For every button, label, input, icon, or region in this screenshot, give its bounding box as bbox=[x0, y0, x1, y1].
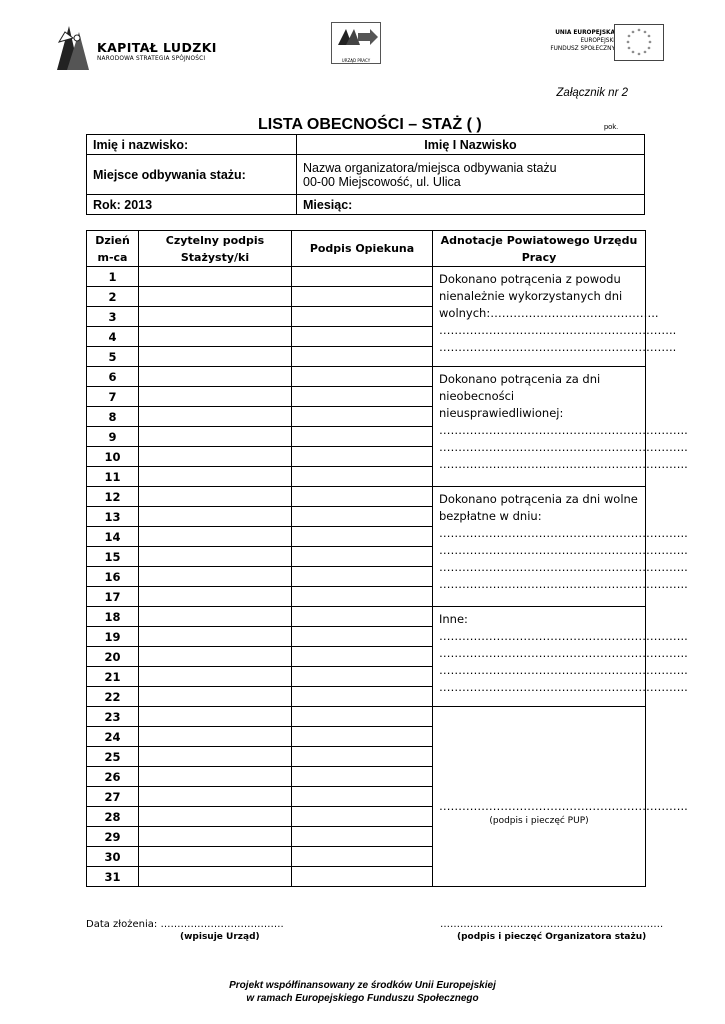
notes-line: ……………………………………………………….. bbox=[439, 680, 688, 694]
organizer-signature-caption: (podpis i pieczęć Organizatora stażu) bbox=[457, 932, 647, 942]
svg-text:*: * bbox=[627, 46, 631, 53]
day-number: 4 bbox=[87, 327, 139, 347]
labour-office-text: URZĄD PRACY bbox=[341, 58, 371, 63]
supervisor-signature-cell[interactable] bbox=[292, 847, 433, 867]
notes-line: ……………………………………………………….. bbox=[439, 560, 688, 574]
supervisor-signature-cell[interactable] bbox=[292, 307, 433, 327]
day-number: 19 bbox=[87, 627, 139, 647]
day-number: 30 bbox=[87, 847, 139, 867]
table-row bbox=[87, 607, 646, 627]
trainee-signature-cell[interactable] bbox=[139, 827, 292, 847]
supervisor-signature-cell[interactable] bbox=[292, 787, 433, 807]
notes-line: …………………………………………………….. bbox=[439, 323, 677, 337]
table-row bbox=[87, 367, 646, 387]
trainee-signature-cell[interactable] bbox=[139, 587, 292, 607]
col-trainee-line-1: Czytelny podpis bbox=[165, 233, 265, 247]
trainee-signature-cell[interactable] bbox=[139, 267, 292, 287]
name-value[interactable]: Imię I Nazwisko bbox=[297, 135, 645, 155]
day-number: 3 bbox=[87, 307, 139, 327]
supervisor-signature-cell[interactable] bbox=[292, 447, 433, 467]
svg-text:*: * bbox=[648, 40, 652, 47]
svg-text:*: * bbox=[643, 30, 647, 37]
day-number: 15 bbox=[87, 547, 139, 567]
col-day-line-2: m-ca bbox=[97, 250, 128, 264]
year-label: Rok: 2013 bbox=[87, 195, 297, 215]
notes-block-3[interactable] bbox=[433, 487, 688, 607]
day-number: 26 bbox=[87, 767, 139, 787]
day-number: 20 bbox=[87, 647, 139, 667]
supervisor-signature-cell[interactable] bbox=[292, 507, 433, 527]
supervisor-signature-cell[interactable] bbox=[292, 587, 433, 607]
svg-text:*: * bbox=[637, 52, 641, 59]
trainee-signature-cell[interactable] bbox=[139, 507, 292, 527]
supervisor-signature-cell[interactable] bbox=[292, 807, 433, 827]
notes-line: ……………………………………………………….. bbox=[439, 457, 688, 471]
supervisor-signature-cell[interactable] bbox=[292, 467, 433, 487]
trainee-signature-cell[interactable] bbox=[139, 607, 292, 627]
pup-signature-line: ……………………………………………………….. bbox=[439, 799, 688, 813]
supervisor-signature-cell[interactable] bbox=[292, 527, 433, 547]
program-subtitle: NARODOWA STRATEGIA SPÓJNOŚCI bbox=[97, 56, 206, 62]
svg-text:*: * bbox=[631, 30, 635, 37]
day-number: 24 bbox=[87, 727, 139, 747]
table-row bbox=[87, 267, 646, 287]
place-value[interactable] bbox=[297, 155, 645, 195]
supervisor-signature-cell[interactable] bbox=[292, 607, 433, 627]
day-number: 2 bbox=[87, 287, 139, 307]
labour-office-logo bbox=[331, 22, 381, 64]
notes-line: bezpłatne w dniu: bbox=[439, 509, 542, 523]
day-number: 8 bbox=[87, 407, 139, 427]
eu-line-1: UNIA EUROPEJSKA bbox=[555, 30, 615, 36]
supervisor-signature-cell[interactable] bbox=[292, 627, 433, 647]
pup-signature-caption: (podpis i pieczęć PUP) bbox=[489, 816, 589, 826]
notes-block-4[interactable] bbox=[433, 607, 688, 707]
trainee-signature-cell[interactable] bbox=[139, 467, 292, 487]
trainee-signature-cell[interactable] bbox=[139, 867, 292, 887]
supervisor-signature-cell[interactable] bbox=[292, 667, 433, 687]
day-number: 31 bbox=[87, 867, 139, 887]
supervisor-signature-cell[interactable] bbox=[292, 767, 433, 787]
day-number: 29 bbox=[87, 827, 139, 847]
trainee-signature-cell[interactable] bbox=[139, 487, 292, 507]
notes-line: ……………………………………………………….. bbox=[439, 577, 688, 591]
date-submitted-caption: (wpisuje Urząd) bbox=[180, 932, 260, 942]
trainee-signature-cell[interactable] bbox=[139, 747, 292, 767]
notes-line: …………………………………………………….. bbox=[439, 340, 677, 354]
col-trainee-line-2: Stażysty/ki bbox=[180, 250, 250, 264]
notes-line: ……………………………………………………….. bbox=[439, 646, 688, 660]
supervisor-signature-cell[interactable] bbox=[292, 747, 433, 767]
notes-line: ……………………………………………………….. bbox=[439, 663, 688, 677]
notes-line: ……………………………………………………….. bbox=[439, 629, 688, 643]
trainee-signature-cell[interactable] bbox=[139, 367, 292, 387]
project-line-2: w ramach Europejskiego Funduszu Społecznego bbox=[246, 993, 479, 1004]
day-number: 25 bbox=[87, 747, 139, 767]
day-number: 23 bbox=[87, 707, 139, 727]
trainee-signature-cell[interactable] bbox=[139, 427, 292, 447]
day-number: 16 bbox=[87, 567, 139, 587]
svg-text:*: * bbox=[647, 46, 651, 53]
project-line-1: Projekt współfinansowany ze środków Unii Europejskiej bbox=[229, 980, 496, 991]
notes-line: ……………………………………………………….. bbox=[439, 526, 688, 540]
col-day-line-1: Dzień bbox=[95, 233, 130, 247]
program-title: KAPITAŁ LUDZKI bbox=[97, 40, 217, 55]
trainee-signature-cell[interactable] bbox=[139, 707, 292, 727]
day-number: 12 bbox=[87, 487, 139, 507]
organizer-signature-line: …………………………………………………………. bbox=[440, 919, 664, 930]
svg-text:*: * bbox=[643, 50, 647, 57]
eu-flag-icon bbox=[614, 24, 664, 61]
supervisor-signature-cell[interactable] bbox=[292, 427, 433, 447]
trainee-signature-cell[interactable] bbox=[139, 687, 292, 707]
supervisor-signature-cell[interactable] bbox=[292, 327, 433, 347]
supervisor-signature-cell[interactable] bbox=[292, 547, 433, 567]
col-notes-header bbox=[433, 231, 646, 267]
supervisor-signature-cell[interactable] bbox=[292, 367, 433, 387]
col-notes-line-1: Adnotacje Powiatowego Urzędu bbox=[440, 233, 638, 247]
svg-text:*: * bbox=[631, 50, 635, 57]
notes-line: nieobecności nieusprawiedliwionej: bbox=[439, 389, 564, 420]
day-number: 7 bbox=[87, 387, 139, 407]
notes-block-2[interactable] bbox=[433, 367, 688, 487]
date-submitted: Data złożenia: ………………………………. bbox=[86, 919, 284, 930]
document-title: LISTA OBECNOŚCI – STAŻ ( ) bbox=[258, 116, 482, 133]
day-number: 1 bbox=[87, 267, 139, 287]
place-label: Miejsce odbywania stażu: bbox=[87, 155, 297, 195]
trainee-signature-cell[interactable] bbox=[139, 327, 292, 347]
day-number: 5 bbox=[87, 347, 139, 367]
notes-line: Dokonano potrącenia z powodu bbox=[439, 272, 621, 286]
day-number: 10 bbox=[87, 447, 139, 467]
supervisor-signature-cell[interactable] bbox=[292, 407, 433, 427]
svg-text:*: * bbox=[626, 40, 630, 47]
supervisor-signature-cell[interactable] bbox=[292, 707, 433, 727]
pup-signature-block[interactable] bbox=[433, 707, 688, 887]
day-number: 27 bbox=[87, 787, 139, 807]
table-row bbox=[87, 487, 646, 507]
name-label: Imię i nazwisko: bbox=[87, 135, 297, 155]
notes-line: Dokonano potrącenia za dni wolne bbox=[439, 492, 638, 506]
attachment-label: Załącznik nr 2 bbox=[556, 87, 628, 99]
svg-text:*: * bbox=[627, 34, 631, 41]
supervisor-signature-cell[interactable] bbox=[292, 647, 433, 667]
trainee-signature-cell[interactable] bbox=[139, 307, 292, 327]
notes-line: ……………………………………………………….. bbox=[439, 423, 688, 437]
day-number: 13 bbox=[87, 507, 139, 527]
month-label[interactable]: Miesiąc: bbox=[297, 195, 645, 215]
place-value-line-2: 00-00 Miejscowość, ul. Ulica bbox=[303, 174, 461, 189]
trainee-signature-cell[interactable] bbox=[139, 387, 292, 407]
trainee-signature-cell[interactable] bbox=[139, 347, 292, 367]
trainee-signature-cell[interactable] bbox=[139, 647, 292, 667]
day-number: 17 bbox=[87, 587, 139, 607]
day-number: 6 bbox=[87, 367, 139, 387]
supervisor-signature-cell[interactable] bbox=[292, 487, 433, 507]
trainee-signature-cell[interactable] bbox=[139, 407, 292, 427]
eu-text bbox=[550, 29, 615, 53]
notes-block-1[interactable] bbox=[433, 267, 677, 367]
supervisor-signature-cell[interactable] bbox=[292, 287, 433, 307]
svg-text:*: * bbox=[637, 28, 641, 35]
col-day-header bbox=[87, 231, 139, 267]
trainee-signature-cell[interactable] bbox=[139, 807, 292, 827]
day-number: 14 bbox=[87, 527, 139, 547]
day-number: 21 bbox=[87, 667, 139, 687]
col-supervisor-header: Podpis Opiekuna bbox=[292, 231, 433, 267]
supervisor-signature-cell[interactable] bbox=[292, 347, 433, 367]
notes-line: Inne: bbox=[439, 612, 468, 626]
notes-line: wolnych:…………………………………….. bbox=[439, 306, 659, 320]
day-number: 9 bbox=[87, 427, 139, 447]
trainee-signature-cell[interactable] bbox=[139, 847, 292, 867]
col-trainee-header bbox=[139, 231, 292, 267]
trainee-signature-cell[interactable] bbox=[139, 567, 292, 587]
notes-line: ……………………………………………………….. bbox=[439, 440, 688, 454]
trainee-signature-cell[interactable] bbox=[139, 667, 292, 687]
trainee-signature-cell[interactable] bbox=[139, 447, 292, 467]
trainee-signature-cell[interactable] bbox=[139, 787, 292, 807]
supervisor-signature-cell[interactable] bbox=[292, 267, 433, 287]
table-row bbox=[87, 707, 646, 727]
eu-line-2: EUROPEJSKI bbox=[580, 38, 615, 44]
trainee-signature-cell[interactable] bbox=[139, 767, 292, 787]
trainee-signature-cell[interactable] bbox=[139, 287, 292, 307]
supervisor-signature-cell[interactable] bbox=[292, 567, 433, 587]
day-number: 28 bbox=[87, 807, 139, 827]
trainee-signature-cell[interactable] bbox=[139, 527, 292, 547]
supervisor-signature-cell[interactable] bbox=[292, 687, 433, 707]
attendance-table bbox=[86, 230, 688, 887]
notes-line: ……………………………………………………….. bbox=[439, 543, 688, 557]
info-table bbox=[86, 134, 645, 215]
notes-line: nienależnie wykorzystanych dni bbox=[439, 289, 623, 303]
notes-line: Dokonano potrącenia za dni bbox=[439, 372, 601, 386]
supervisor-signature-cell[interactable] bbox=[292, 867, 433, 887]
day-number: 22 bbox=[87, 687, 139, 707]
col-notes-line-2: Pracy bbox=[521, 250, 557, 264]
eu-line-3: FUNDUSZ SPOŁECZNY bbox=[550, 46, 615, 52]
place-value-line-1: Nazwa organizatora/miejsca odbywania stażu bbox=[303, 160, 557, 175]
supervisor-signature-cell[interactable] bbox=[292, 727, 433, 747]
trainee-signature-cell[interactable] bbox=[139, 727, 292, 747]
trainee-signature-cell[interactable] bbox=[139, 627, 292, 647]
supervisor-signature-cell[interactable] bbox=[292, 387, 433, 407]
title-suffix: pok. bbox=[604, 122, 619, 131]
svg-text:*: * bbox=[647, 34, 651, 41]
day-number: 11 bbox=[87, 467, 139, 487]
supervisor-signature-cell[interactable] bbox=[292, 827, 433, 847]
trainee-signature-cell[interactable] bbox=[139, 547, 292, 567]
day-number: 18 bbox=[87, 607, 139, 627]
